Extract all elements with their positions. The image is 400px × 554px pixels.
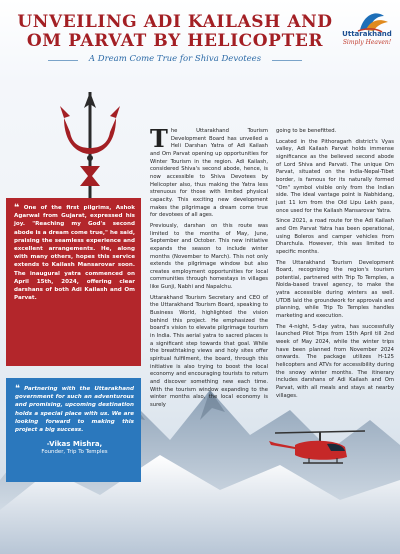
article-paragraph: going to be benefitted.: [276, 128, 337, 134]
article-paragraph: Since 2021, a road route for the Adi Kailash and Om Parvat Yatra has been operational, using Boleros and camper vehicles from Dharchula. However, this was limited to specific months.: [276, 218, 394, 255]
drop-cap: T: [150, 124, 168, 153]
pilgrim-quote-text: One of the first pilgrims, Ashok Agarwal from Gujarat, expressed his joy. "Reaching my God's second abode is a dream come true," he said, praising the seamless experience and excellent arrangements. He, along with many others, hopes this service extends to Kailash Mansarovar soon. The inaugural yatra commenced on April 15th, 2024, offering clear darshans of both Adi Kailash and Om Parvat.: [14, 205, 135, 302]
article-paragraph: The 4-night, 5-day yatra, has successfully launched Pilot Trips from 15th April till 2nd week of May 2024, while the winter trips have been planned from November 2024 onwards. The package utilizes H-125 helicopters and ATVs for accessibility during the snowy winter months. The itinerary includes darshans of Adi Kailash and Om Parvat, with all meals and stays at nearby villages.: [276, 323, 394, 399]
logo-tagline: Simply Heaven!: [342, 39, 392, 46]
article-paragraph: Located in the Pithoragarh district's Vyas valley, Adi Kailash Parvat holds immense significance as the believed second abode of Lord Shiva and Parvati. The unique Om Parvat, situated on the India-Nepal-Tibet border, is famous for its naturally formed "Om" symbol visible only from the Indian side. The ideal vantage point is Nabhidang, just 11 km from the Old Lipu Lekh pass, once used for the Kailash Mansarovar Yatra.: [276, 138, 394, 214]
article-paragraph: Previously, darshan on this route was limited to the months of May, June, September and October. This new initiative expands the season to include winter months (November to March). This not only extends the pilgrimage window but also creates employment opportunities for local communities through homestays in villages like Gunji, Nabhi and Napalchu.: [150, 222, 268, 291]
page-title-line2: OM PARVAT BY HELICOPTER: [26, 31, 324, 51]
article-column-2: [276, 128, 394, 403]
helicopter-icon: [265, 425, 375, 477]
page-title-line1: UNVEILING ADI KAILASH AND: [17, 12, 333, 32]
founder-quote-box: [6, 378, 141, 482]
page-subtitle: A Dream Come True for Shiva Devotees: [40, 54, 310, 64]
founder-quote-text: Partnering with the Uttarakhand government for such an adventurous and promising, upcoming destination holds a special place with us. We are looking forward to making this project a big success.: [15, 386, 134, 434]
pilgrim-quote-box: [6, 198, 141, 366]
article-paragraph: T he Uttarakhand Tourism Development Board has unveiled a Heli Darshan Yatra of Adi Kailash and Om Parvat opening up opportunities for Winter Tourism in the region. Adi Kailash, considered Shiva's second abode, hence, is now accessible to Shiva Devotees by Helicopter also, thus making the Yatra less strenuous for those with limited physical capacity. This exciting new development makes the pilgrimage a dream come true for devotees of all ages.: [150, 124, 268, 219]
trishul-damru-icon: [50, 88, 130, 208]
article-paragraph: The Uttarakhand Tourism Development Board, recognizing the region's tourism potential, partnered with Trip To Temples, a Noida-based travel agency, to make the yatra accessible during winters as well. UTDB laid the groundwork for approvals and planning, while Trip To Temples handles marketing and execution.: [276, 259, 394, 320]
article-paragraph: Uttarakhand Tourism Secretary and CEO of the Uttarakhand Tourism Board, speaking to Business World, highlighted the vision behind this project. He emphasized the board's vision to elevate pilgrimage tourism in India. This aerial yatra to sacred places is a significant step towards that goal. While the breathtaking views and holy sites offer spiritual fulfilment, the board, through this initiative is also trying to boost the local economy and encouraging tourists to return and discover something new each time. With the tourism window expanding to the winter months also, the local economy is surely: [150, 294, 268, 408]
quote-author: -Vikas Mishra,: [46, 440, 103, 449]
quote-author-role: Founder, Trip To Temples: [41, 449, 108, 456]
quote-mark-icon: ❝: [14, 203, 20, 213]
logo-name: Uttarakhand: [342, 30, 392, 38]
article-column-1: [150, 124, 268, 413]
quote-mark-icon: ❝: [15, 384, 20, 394]
